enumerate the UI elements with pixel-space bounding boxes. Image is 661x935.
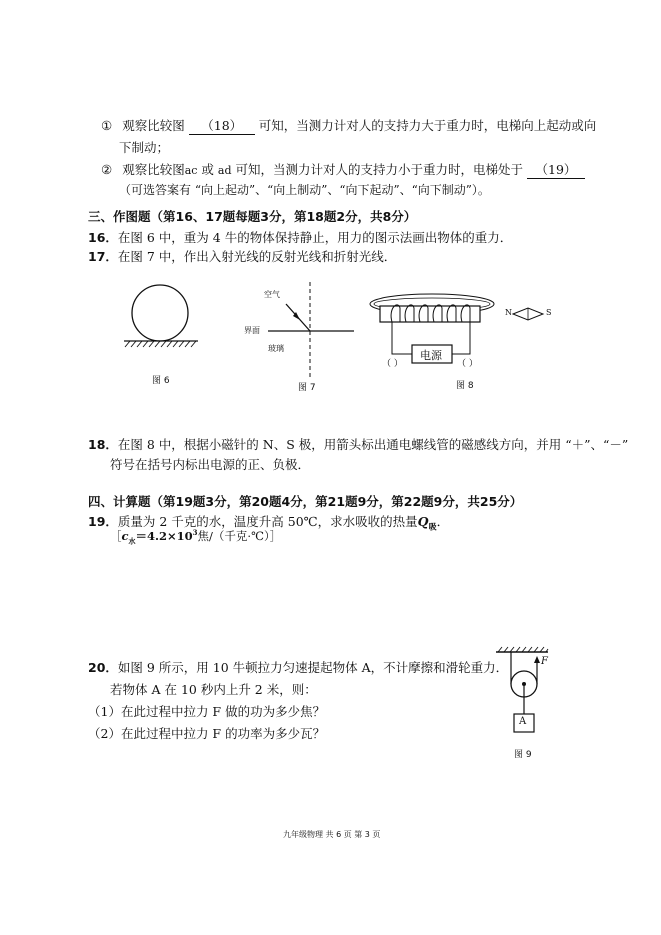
question-20-part-1: （1）在此过程中拉力 F 做的功为多少焦？ (88, 704, 326, 719)
question-18-line-2: 符号在括号内标出电源的正、负极． (110, 457, 311, 472)
item-18-continuation: 下制动； (119, 140, 170, 155)
question-17-text: 在图 7 中，作出入射光线的反射光线和折射光线． (117, 249, 397, 264)
specific-heat-exponent: 3 (192, 528, 198, 538)
symbol-q: Q (417, 514, 429, 529)
specific-heat-unit: 焦/（千克·℃）］ (197, 529, 282, 543)
figure-ref-ac: ac (184, 164, 198, 177)
question-16-text: 在图 6 中，重为 4 牛的物体保持静止，用力的图示法画出物体的重力． (117, 230, 513, 245)
item-19-or: 或 (197, 162, 218, 177)
question-18-line-1: 在图 8 中，根据小磁针的 N、S 极，用箭头标出通电螺线管的磁感线方向，并用 “＋”、“－” (117, 437, 629, 452)
block-a-label: A (519, 716, 527, 727)
item-19-prefix: 观察比较图 (122, 162, 185, 177)
ground-hatching (125, 341, 196, 347)
power-supply-label: 电源 (420, 349, 442, 362)
question-20-number: 20． (88, 660, 118, 675)
label-glass: 玻璃 (268, 344, 284, 353)
blank-19[interactable]: （19） (527, 160, 585, 179)
item-18 (101, 116, 596, 135)
question-18-number: 18． (88, 437, 118, 452)
question-19-formula (110, 528, 281, 546)
figure-9-caption: 图 9 (514, 750, 532, 760)
question-20-line-2: 若物体 A 在 10 秒内上升 2 米，则： (110, 682, 317, 697)
item-19-text: 可知，当测力计对人的支持力小于重力时，电梯处于 (231, 162, 523, 177)
circled-number-2: ② (101, 162, 113, 177)
force-label: F (541, 656, 548, 667)
label-interface: 界面 (244, 326, 260, 335)
question-19-number: 19． (88, 514, 118, 529)
question-17-number: 17． (88, 249, 118, 264)
item-18-prefix: 观察比较图 (122, 118, 185, 133)
question-20 (88, 658, 508, 676)
solenoid-core (380, 306, 480, 322)
page-footer: 九年级物理 共 6 页 第 3 页 (283, 830, 381, 839)
symbol-q-subscript: 吸 (428, 521, 437, 532)
sphere (132, 285, 188, 341)
figure-6-caption: 图 6 (152, 376, 170, 386)
item-19 (101, 160, 585, 179)
right-polarity-bracket[interactable]: （ ） (457, 359, 478, 369)
wire-right (452, 322, 470, 354)
question-20-part-2: （2）在此过程中拉力 F 的功率为多少瓦？ (88, 726, 326, 741)
specific-heat-value: ＝4.2×10 (135, 529, 193, 543)
pulley-axle (522, 682, 526, 686)
question-19-text: 质量为 2 千克的水，温度升高 50℃，求水吸收的热量 (117, 514, 418, 529)
question-17 (88, 247, 396, 265)
circled-number-1: ① (101, 118, 113, 133)
force-arrow (534, 656, 540, 663)
label-s-pole: S (546, 308, 552, 317)
figure-8-caption: 图 8 (456, 381, 474, 391)
question-18 (88, 435, 628, 453)
question-16 (88, 228, 512, 246)
blank-18[interactable]: （18） (189, 116, 255, 135)
figure-9 (492, 646, 562, 746)
figure-ref-ad: ad (217, 164, 232, 177)
question-20-line-1: 如图 9 所示，用 10 牛顿拉力匀速提起物体 A，不计摩擦和滑轮重力． (117, 660, 509, 675)
section-3-title: 三、作图题（第16、17题每题3分，第18题2分，共8分） (88, 209, 417, 224)
left-polarity-bracket[interactable]: （ ） (382, 359, 403, 369)
question-16-number: 16． (88, 230, 118, 245)
figure-8 (366, 288, 576, 388)
item-19-options: （可选答案有 “向上起动”、“向上制动”、“向下起动”、“向下制动”）。 (119, 183, 490, 197)
label-air: 空气 (264, 290, 280, 299)
symbol-c: c (121, 529, 129, 543)
wire-left (392, 322, 412, 354)
question-19-end: ． (436, 514, 450, 529)
symbol-c-subscript: 水 (128, 536, 136, 546)
label-n-pole: N (505, 308, 512, 317)
section-4-title: 四、计算题（第19题3分，第20题4分，第21题9分，第22题9分，共25分） (88, 494, 523, 509)
item-18-text: 可知，当测力计对人的支持力大于重力时，电梯向上起动或向 (258, 118, 597, 133)
figure-7-caption: 图 7 (298, 383, 316, 393)
formula-open-bracket: ［ (110, 529, 122, 543)
